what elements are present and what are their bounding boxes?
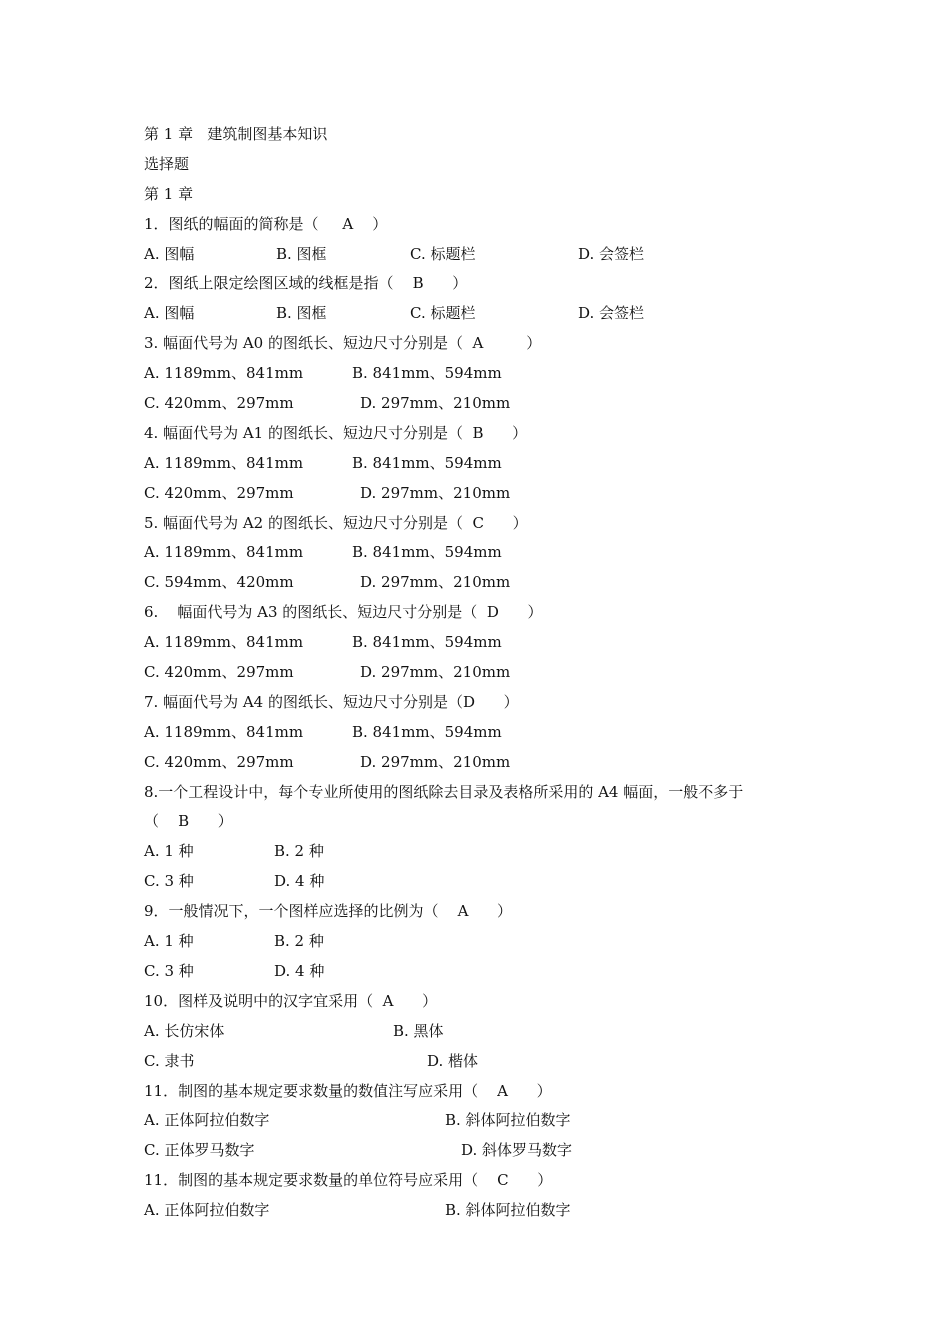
option-text: C. 正体罗马数字 xyxy=(144,1141,255,1160)
option-text: B. 2 种 xyxy=(274,842,324,861)
section-heading xyxy=(144,180,824,210)
option-text: A. 长仿宋体 xyxy=(144,1021,225,1040)
option-text: C. 标题栏 xyxy=(410,244,476,263)
option-text: A. 1189mm、841mm xyxy=(144,722,304,741)
option-text: D. 4 种 xyxy=(274,872,325,891)
question-label: 2．图纸上限定绘图区域的线框是指（ B ） xyxy=(144,274,468,293)
answer-options xyxy=(144,1196,824,1226)
option-text: C. 594mm、420mm xyxy=(144,573,294,592)
heading-text: 第 1 章 建筑制图基本知识 xyxy=(144,125,328,143)
option-text: A. 正体阿拉伯数字 xyxy=(144,1111,270,1130)
option-text: A. 图幅 xyxy=(144,304,195,323)
option-text: A. 1189mm、841mm xyxy=(144,453,304,472)
option-text: C. 隶书 xyxy=(144,1051,195,1070)
option-text: A. 图幅 xyxy=(144,244,195,263)
question-text xyxy=(144,419,824,449)
answer-options xyxy=(144,240,824,270)
answer-options xyxy=(144,479,824,509)
option-text: A. 1189mm、841mm xyxy=(144,543,304,562)
answer-options xyxy=(144,449,824,479)
answer-options xyxy=(144,389,824,419)
option-text: B. 2 种 xyxy=(274,932,324,951)
option-text: B. 黑体 xyxy=(393,1021,444,1040)
question-label: 11．制图的基本规定要求数量的单位符号应采用（ C ） xyxy=(144,1171,553,1190)
option-text: C. 420mm、297mm xyxy=(144,752,294,771)
option-text: D. 297mm、210mm xyxy=(360,394,511,413)
question-text xyxy=(144,509,824,539)
section-heading xyxy=(144,120,824,150)
option-text: C. 3 种 xyxy=(144,961,194,980)
option-text: B. 图框 xyxy=(276,304,327,323)
question-text xyxy=(144,1166,824,1196)
option-text: D. 297mm、210mm xyxy=(360,483,511,502)
question-text xyxy=(144,987,824,1017)
question-text xyxy=(144,778,824,808)
option-text: A. 1189mm、841mm xyxy=(144,364,304,383)
option-text: B. 841mm、594mm xyxy=(352,633,502,652)
option-text: C. 420mm、297mm xyxy=(144,483,294,502)
question-text xyxy=(144,329,824,359)
option-text: B. 841mm、594mm xyxy=(352,722,502,741)
question-label: 7. 幅面代号为 A4 的图纸长、短边尺寸分别是（D ） xyxy=(144,692,519,711)
question-label: 10．图样及说明中的汉字宜采用（ A ） xyxy=(144,991,438,1010)
question-text xyxy=(144,807,824,837)
answer-options xyxy=(144,837,824,867)
option-text: D. 297mm、210mm xyxy=(360,573,511,592)
option-text: B. 斜体阿拉伯数字 xyxy=(445,1201,571,1220)
answer-options xyxy=(144,359,824,389)
answer-options xyxy=(144,957,824,987)
option-text: B. 图框 xyxy=(276,244,327,263)
option-text: D. 楷体 xyxy=(427,1051,479,1070)
option-text: C. 标题栏 xyxy=(410,304,476,323)
answer-options xyxy=(144,538,824,568)
option-text: A. 1 种 xyxy=(144,932,194,951)
answer-options xyxy=(144,658,824,688)
option-text: C. 420mm、297mm xyxy=(144,394,294,413)
answer-options xyxy=(144,299,824,329)
question-label: 6. 幅面代号为 A3 的图纸长、短边尺寸分别是（ D ） xyxy=(144,603,543,622)
question-label: 9．一般情况下，一个图样应选择的比例为（ A ） xyxy=(144,902,513,921)
answer-options xyxy=(144,628,824,658)
question-text xyxy=(144,1077,824,1107)
option-text: A. 1 种 xyxy=(144,842,194,861)
question-label: 8.一个工程设计中，每个专业所使用的图纸除去目录及表格所采用的 A4 幅面，一般不多于 xyxy=(144,782,744,801)
answer-options xyxy=(144,718,824,748)
answer-options xyxy=(144,927,824,957)
question-label: 5. 幅面代号为 A2 的图纸长、短边尺寸分别是（ C ） xyxy=(144,513,528,532)
option-text: D. 会签栏 xyxy=(578,244,645,263)
answer-options xyxy=(144,1047,824,1077)
answer-options xyxy=(144,568,824,598)
question-text xyxy=(144,688,824,718)
question-text xyxy=(144,210,824,240)
option-text: D. 297mm、210mm xyxy=(360,752,511,771)
question-text xyxy=(144,269,824,299)
option-text: C. 3 种 xyxy=(144,872,194,891)
option-text: B. 841mm、594mm xyxy=(352,453,502,472)
option-text: D. 会签栏 xyxy=(578,304,645,323)
heading-text: 选择题 xyxy=(144,154,190,173)
question-label: 4. 幅面代号为 A1 的图纸长、短边尺寸分别是（ B ） xyxy=(144,423,528,442)
option-text: B. 斜体阿拉伯数字 xyxy=(445,1111,571,1130)
section-heading xyxy=(144,150,824,180)
answer-options xyxy=(144,1136,824,1166)
option-text: C. 420mm、297mm xyxy=(144,663,294,682)
question-label: 3. 幅面代号为 A0 的图纸长、短边尺寸分别是（ A ） xyxy=(144,334,542,353)
document-body xyxy=(144,120,824,1226)
answer-options xyxy=(144,1017,824,1047)
answer-options xyxy=(144,1106,824,1136)
option-text: D. 297mm、210mm xyxy=(360,663,511,682)
question-label: （ B ） xyxy=(144,812,233,831)
question-label: 1．图纸的幅面的简称是（ A ） xyxy=(144,214,388,233)
option-text: D. 4 种 xyxy=(274,961,325,980)
option-text: B. 841mm、594mm xyxy=(352,364,502,383)
option-text: A. 1189mm、841mm xyxy=(144,633,304,652)
answer-options xyxy=(144,748,824,778)
option-text: D. 斜体罗马数字 xyxy=(461,1141,573,1160)
question-text xyxy=(144,598,824,628)
answer-options xyxy=(144,867,824,897)
option-text: A. 正体阿拉伯数字 xyxy=(144,1201,270,1220)
heading-text: 第 1 章 xyxy=(144,184,194,203)
question-label: 11．制图的基本规定要求数量的数值注写应采用（ A ） xyxy=(144,1081,552,1100)
question-text xyxy=(144,897,824,927)
option-text: B. 841mm、594mm xyxy=(352,543,502,562)
